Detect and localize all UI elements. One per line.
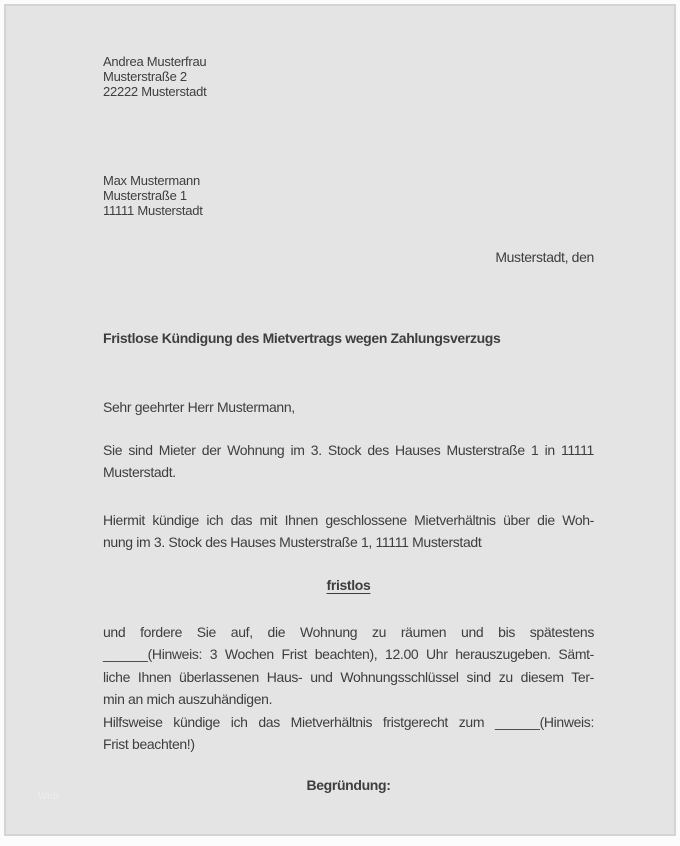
- paragraph-demands: [103, 621, 594, 755]
- reason-heading: Begründung:: [103, 774, 594, 796]
- paragraph-termination: [103, 509, 594, 554]
- letter-line: ______(Hinweis: 3 Wochen Frist beachten), 12.00 Uhr herauszugeben. Sämt-: [103, 643, 594, 665]
- letter-line: Musterstadt.: [103, 461, 594, 483]
- recipient-address-block: [103, 173, 594, 219]
- letter-line: und fordere Sie auf, die Wohnung zu räumen und bis spätestens: [103, 621, 594, 643]
- letter-line: Sie sind Mieter der Wohnung im 3. Stock des Hauses Musterstraße 1 in 11111: [103, 439, 594, 461]
- letter-line: Frist beachten!): [103, 733, 594, 755]
- letter-line: Hilfsweise kündige ich das Mietverhältnis fristgerecht zum ______(Hinweis:: [103, 711, 594, 733]
- letter-content: [103, 6, 594, 846]
- site-watermark: Web: [38, 791, 58, 802]
- date-line: Musterstadt, den: [103, 246, 594, 268]
- sender-city: 22222 Musterstadt: [103, 84, 594, 99]
- paragraph-tenant-info: [103, 439, 594, 484]
- letter-line: min an mich auszuhändigen.: [103, 688, 594, 710]
- subject-line: Fristlose Kündigung des Mietvertrags wegen Zahlungsverzugs: [103, 327, 594, 349]
- sender-street: Musterstraße 2: [103, 69, 594, 84]
- letter-line: Hiermit kündige ich das mit Ihnen geschlossene Mietverhältnis über die Woh-: [103, 509, 594, 531]
- letter-line: nung im 3. Stock des Hauses Musterstraße 1, 11111 Musterstadt: [103, 531, 594, 553]
- emphasis-word: fristlos: [327, 577, 371, 593]
- sender-name: Andrea Musterfrau: [103, 54, 594, 69]
- recipient-city: 11111 Musterstadt: [103, 203, 594, 218]
- recipient-street: Musterstraße 1: [103, 188, 594, 203]
- emphasis-word-block: [103, 574, 594, 596]
- letter-page: [4, 4, 676, 836]
- sender-address-block: [103, 54, 594, 100]
- salutation: Sehr geehrter Herr Mustermann,: [103, 396, 594, 418]
- letter-line: liche Ihnen überlassenen Haus- und Wohnungsschlüssel sind zu diesem Ter-: [103, 666, 594, 688]
- recipient-name: Max Mustermann: [103, 173, 594, 188]
